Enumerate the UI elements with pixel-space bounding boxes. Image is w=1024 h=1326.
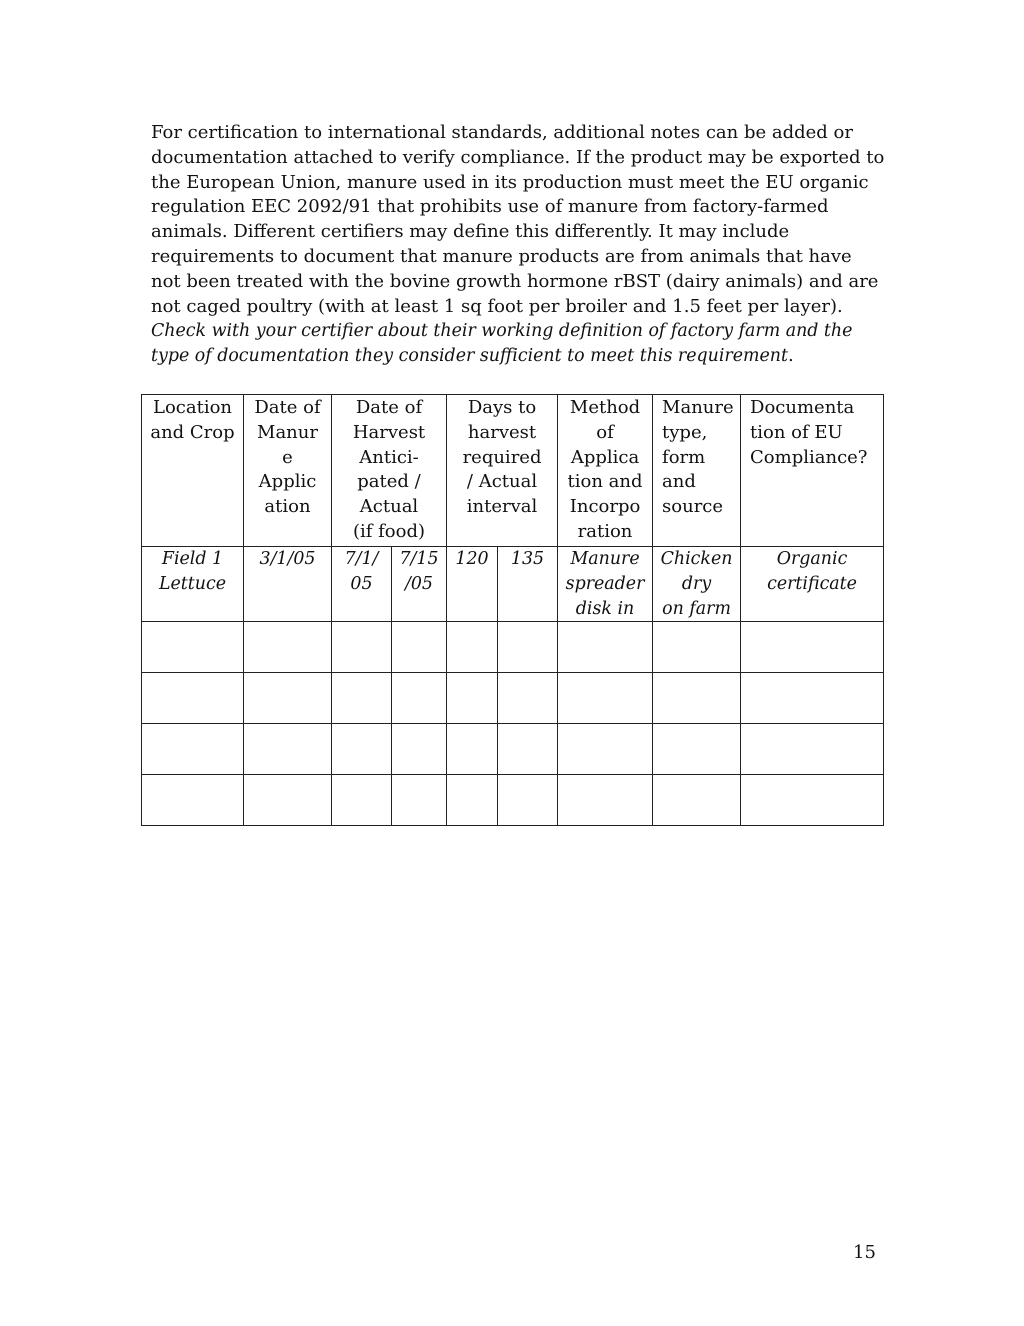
page-number: 15 [853, 1242, 876, 1263]
empty-cell[interactable] [447, 724, 498, 775]
header-harvest-date: Date of Harvest Antici- pated / Actual (if food) [332, 395, 447, 547]
paragraph-text: For certification to international standards, additional notes can be added or documentation attached to verify compliance. If the product may be exported to the European Union, manure used in its production must meet the EU organic regulation EEC 2092/91 that prohibits use of manure from factory-farmed animals. Different certifiers may define this differently. It may include requirements to document that manure products are from animals that have not been treated with the bovine growth hormone rBST (dairy animals) and are not caged poultry (with at least 1 sq foot per broiler and 1.5 feet per layer). [151, 122, 885, 317]
empty-cell[interactable] [741, 673, 884, 724]
cell-documentation: Organic certificate [741, 547, 884, 622]
empty-cell[interactable] [332, 622, 392, 673]
cell-days-actual: 135 [498, 547, 558, 622]
table-header-row [142, 395, 884, 547]
table-row-empty [142, 724, 884, 775]
empty-cell[interactable] [392, 724, 447, 775]
empty-cell[interactable] [332, 775, 392, 826]
paragraph-end: . [788, 345, 794, 367]
empty-cell[interactable] [558, 724, 653, 775]
empty-cell[interactable] [392, 673, 447, 724]
empty-cell[interactable] [653, 775, 741, 826]
empty-cell[interactable] [558, 622, 653, 673]
empty-cell[interactable] [244, 673, 332, 724]
empty-cell[interactable] [498, 775, 558, 826]
paragraph-italic-note: Check with your certifier about their working definition of factory farm and the type of documentation they consider sufficient to meet this requirement [151, 321, 853, 367]
header-method: Method of Applica tion and Incorpo ration [558, 395, 653, 547]
empty-cell[interactable] [558, 673, 653, 724]
empty-cell[interactable] [447, 622, 498, 673]
empty-cell[interactable] [653, 673, 741, 724]
empty-cell[interactable] [244, 622, 332, 673]
empty-cell[interactable] [741, 775, 884, 826]
table-row-empty [142, 775, 884, 826]
empty-cell[interactable] [392, 622, 447, 673]
cell-location: Field 1 Lettuce [142, 547, 244, 622]
empty-cell[interactable] [332, 724, 392, 775]
cell-manure: Chicken dry on farm [653, 547, 741, 622]
header-eu-documentation: Documenta tion of EU Compliance? [741, 395, 884, 547]
empty-cell[interactable] [244, 775, 332, 826]
empty-cell[interactable] [653, 622, 741, 673]
header-manure-type: Manure type, form and source [653, 395, 741, 547]
header-location-crop: Location and Crop [142, 395, 244, 547]
empty-cell[interactable] [498, 724, 558, 775]
table-row-empty [142, 622, 884, 673]
empty-cell[interactable] [142, 673, 244, 724]
table-row-empty [142, 673, 884, 724]
cell-days-required: 120 [447, 547, 498, 622]
empty-cell[interactable] [244, 724, 332, 775]
empty-cell[interactable] [558, 775, 653, 826]
manure-application-table [141, 394, 884, 826]
empty-cell[interactable] [498, 673, 558, 724]
empty-cell[interactable] [447, 673, 498, 724]
empty-cell[interactable] [142, 724, 244, 775]
cell-method: Manure spreader disk in [558, 547, 653, 622]
header-application-date: Date of Manur e Applic ation [244, 395, 332, 547]
empty-cell[interactable] [142, 775, 244, 826]
cell-harvest-actual: 7/15 /05 [392, 547, 447, 622]
cell-harvest-anticipated: 7/1/ 05 [332, 547, 392, 622]
intro-paragraph [151, 121, 887, 369]
empty-cell[interactable] [142, 622, 244, 673]
header-days-to-harvest: Days to harvest required / Actual interval [447, 395, 558, 547]
empty-cell[interactable] [653, 724, 741, 775]
empty-cell[interactable] [741, 724, 884, 775]
empty-cell[interactable] [741, 622, 884, 673]
table-row [142, 547, 884, 622]
empty-cell[interactable] [392, 775, 447, 826]
empty-cell[interactable] [447, 775, 498, 826]
empty-cell[interactable] [498, 622, 558, 673]
empty-cell[interactable] [332, 673, 392, 724]
cell-application-date: 3/1/05 [244, 547, 332, 622]
